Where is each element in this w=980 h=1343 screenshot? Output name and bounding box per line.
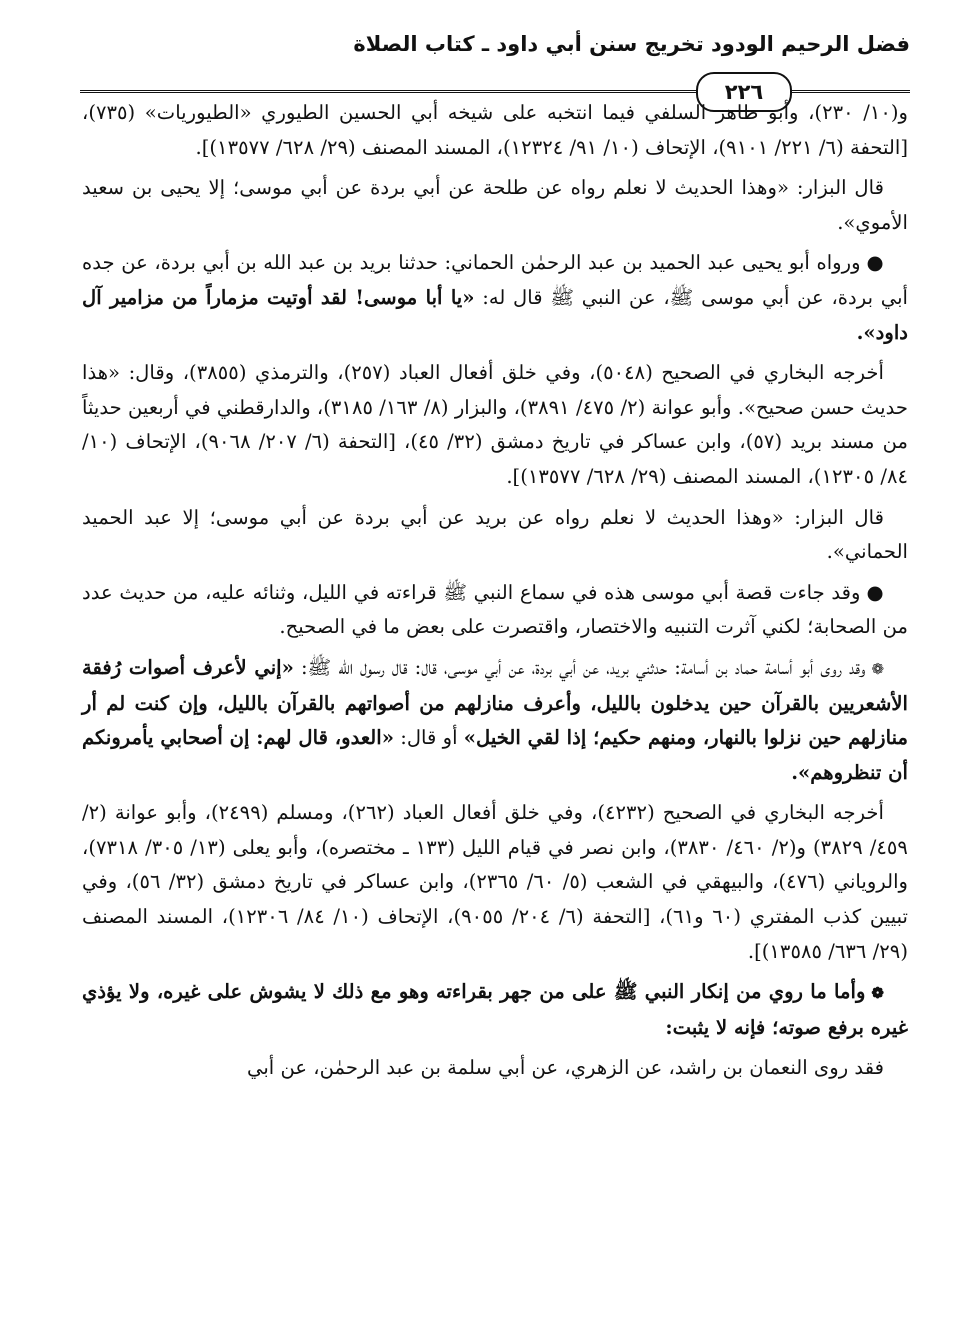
paragraph [82, 576, 908, 645]
bullet-icon: ● [866, 580, 884, 604]
paragraph-text: أخرجه البخاري في الصحيح (٥٠٤٨)، وفي خلق أفعال العباد (٢٥٧)، والترمذي (٣٨٥٥)، وقال: «هذا حديث حسن صحيح». وأبو عوانة (٢/ ٤٧٥/ ٣٨٩١)، والبزار (٨/ ١٦٣/ ٣١٨٥)، والدارقطني في أربعين حديثاً من مسند بريد (٥٧)، وابن عساكر في تاريخ دمشق (٣٢/ ٤٥)، [التحفة (٦/ ٢٠٧/ ٩٠٦٨)، الإتحاف (١٠/ ٨٤/ ١٢٣٠٥)، المسند المصنف (٢٩/ ٦٢٨/ ١٣٥٧٧)]. [82, 361, 908, 488]
running-title: فضل الرحيم الودود تخريج سنن أبي داود ـ كتاب الصلاة [353, 32, 910, 56]
paragraph-text: ورواه أبو يحيى عبد الحميد بن عبد الرحمٰن الحماني: حدثنا بريد بن عبد الله بن أبي بردة، عن جده أبي بردة، عن أبي موسى ﷺ، عن النبي ﷺ قال له: [82, 251, 908, 309]
paragraph-text: قال البزار: «وهذا الحديث لا نعلم رواه عن بريد عن أبي بردة عن أبي موسى؛ إلا عبد الحميد الحماني». [82, 505, 908, 564]
paragraph-text: أخرجه البخاري في الصحيح (٤٢٣٢)، وفي خلق أفعال العباد (٢٦٢)، ومسلم (٢٤٩٩)، وأبو عوانة (٢/ ٤٥٩/ ٣٨٢٩) و(٢/ ٤٦٠/ ٣٨٣٠)، وابن نصر في قيام الليل (١٣٣ ـ مختصره)، وأبو يعلى (١٣/ ٣٠٥/ ٧٣١٨)، والروياني (٤٧٦)، والبيهقي في الشعب (٥/ ٦٠/ ٢٣٦٥)، وابن عساكر في تاريخ دمشق (٣٢/ ٥٦)، وفي تبيين كذب المفتري (٦٠ و٦١)، [التحفة (٦/ ٢٠٤/ ٩٠٥٥)، الإتحاف (١٠/ ٨٤/ ١٢٣٠٦)، المسند المصنف (٢٩/ ٦٣٦/ ١٣٥٨٥)]. [82, 801, 908, 963]
paragraph [82, 651, 908, 790]
paragraph-text: أو قال: [393, 726, 464, 750]
paragraph-bold-text: «العدو، قال لهم: إن أصحابي يأمرونكم أن تنظروهم». [82, 726, 908, 784]
flower-icon: ❁ [871, 984, 884, 1003]
body-text [82, 96, 908, 1327]
paragraph [82, 171, 908, 240]
paragraph-text: وقد جاءت قصة أبي موسى هذه في سماع النبي ﷺ قراءته في الليل، وثنائه عليه، من حديث عدد من الصحابة؛ لكني آثرت التنبيه والاختصار، واقتصرت على بعض ما في الصحيح. [82, 580, 908, 639]
page-header [80, 28, 910, 104]
paragraph-text: فقد روى النعمان بن راشد، عن الزهري، عن أبي سلمة بن عبد الرحمٰن، عن أبي [247, 1056, 884, 1080]
paragraph-text: قال البزار: «وهذا الحديث لا نعلم رواه عن طلحة عن أبي بردة عن أبي موسى؛ إلا يحيى بن سعيد الأموي». [82, 176, 908, 234]
bullet-icon: ● [866, 251, 884, 275]
paragraph [82, 356, 908, 494]
flower-icon: ❁ [871, 659, 885, 678]
paragraph [82, 96, 908, 165]
paragraph-text: وأما ما روي من إنكار النبي ﷺ على من جهر بقراءته وهو مع ذلك لا يشوش على غيره، ولا يؤذي غيره برفع صوته؛ فإنه لا يثبت: [82, 980, 908, 1039]
paragraph-bold-text: «إني لأعرف أصوات رُفقة الأشعريين بالقرآن حين يدخلون بالليل، وأعرف منازلهم من أصواتهم بالقرآن بالليل، وإن كنت لم أر منازلهم حين نزلوا بالنهار، ومنهم حكيم؛ إذا لقي الخيل» [82, 655, 909, 750]
paragraph [82, 975, 908, 1045]
paragraph [82, 1051, 908, 1086]
page-number-badge: ٢٢٦ [696, 72, 792, 112]
paragraph [82, 501, 908, 570]
paragraph-text: و(١٠/ ٢٣٠)، وأبو طاهر السلفي فيما انتخبه على شيخه أبي الحسين الطيوري «الطيوريات» (٧٣٥)، [التحفة (٦/ ٢٢١/ ٩١٠١)، الإتحاف (١٠/ ٩١/ ١٢٣٢٤)، المسند المصنف (٢٩/ ٦٢٨/ ١٣٥٧٧)]. [82, 101, 908, 159]
paragraph [82, 246, 908, 350]
paragraph-text: وقد روى أبو أسامة حماد بن أسامة: حدثني بريد، عن أبي بردة، عن أبي موسى، قال: قال رسول الله ﷺ: [293, 655, 866, 679]
paragraph-bold-text: «يا أبا موسى! لقد أوتيت مزماراً من مزامير آل داود». [82, 285, 908, 344]
paragraph [82, 796, 908, 969]
